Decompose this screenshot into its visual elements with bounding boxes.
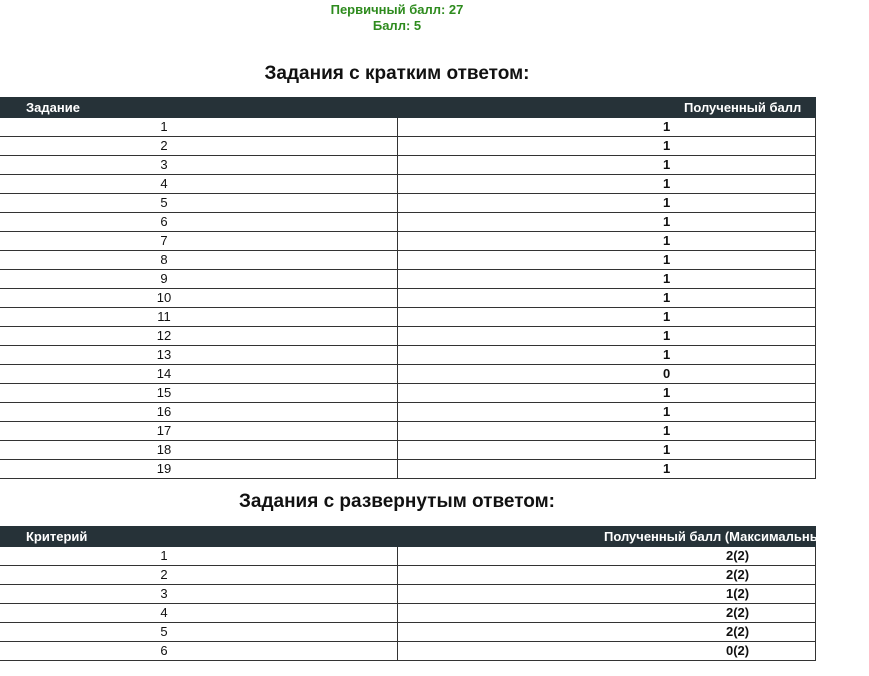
table-row: [0, 194, 816, 213]
table-row: [0, 118, 816, 137]
row-score: 1(2): [398, 585, 816, 604]
row-score: 1: [398, 270, 816, 289]
row-score: 2(2): [398, 623, 816, 642]
row-number: 13: [0, 346, 398, 365]
row-score: 1: [398, 308, 816, 327]
table-row: [0, 585, 816, 604]
row-number: 5: [0, 623, 398, 642]
row-number: 8: [0, 251, 398, 270]
row-number: 18: [0, 441, 398, 460]
row-number: 1: [0, 547, 398, 566]
row-number: 17: [0, 422, 398, 441]
row-number: 3: [0, 585, 398, 604]
row-score: 2(2): [398, 547, 816, 566]
row-number: 11: [0, 308, 398, 327]
column-header-score-max: Полученный балл (Максимальный балл): [398, 527, 816, 547]
table-row: [0, 384, 816, 403]
row-score: 1: [398, 289, 816, 308]
table-row: [0, 251, 816, 270]
row-score: 1: [398, 137, 816, 156]
row-number: 14: [0, 365, 398, 384]
row-score: 0: [398, 365, 816, 384]
row-score: 0(2): [398, 642, 816, 661]
row-number: 5: [0, 194, 398, 213]
row-number: 16: [0, 403, 398, 422]
table-row: [0, 547, 816, 566]
table-header-row: [0, 527, 816, 547]
row-score: 1: [398, 346, 816, 365]
table-row: [0, 175, 816, 194]
row-number: 6: [0, 213, 398, 232]
row-score: 1: [398, 118, 816, 137]
row-number: 6: [0, 642, 398, 661]
table-row: [0, 403, 816, 422]
column-header-criterion: Критерий: [0, 527, 398, 547]
column-header-score: Полученный балл: [398, 98, 816, 118]
row-score: 1: [398, 403, 816, 422]
table-row: [0, 460, 816, 479]
row-score: 1: [398, 194, 816, 213]
table-row: [0, 441, 816, 460]
long-answers-body: [0, 547, 816, 661]
row-score: 1: [398, 251, 816, 270]
row-number: 2: [0, 566, 398, 585]
table-row: [0, 213, 816, 232]
row-score: 1: [398, 460, 816, 479]
row-score: 1: [398, 422, 816, 441]
short-answers-body: [0, 118, 816, 479]
row-number: 7: [0, 232, 398, 251]
table-row: [0, 623, 816, 642]
table-row: [0, 270, 816, 289]
short-answers-table: [0, 97, 816, 479]
row-score: 1: [398, 213, 816, 232]
row-score: 1: [398, 156, 816, 175]
primary-score: Первичный балл: 27: [330, 2, 464, 17]
row-score: 1: [398, 232, 816, 251]
table-row: [0, 346, 816, 365]
row-number: 4: [0, 604, 398, 623]
table-row: [0, 156, 816, 175]
long-answers-table: [0, 526, 869, 661]
row-number: 10: [0, 289, 398, 308]
row-score: 2(2): [398, 604, 816, 623]
row-score: 1: [398, 327, 816, 346]
row-number: 9: [0, 270, 398, 289]
table-row: [0, 232, 816, 251]
table-row: [0, 289, 816, 308]
row-number: 4: [0, 175, 398, 194]
short-answers-title: Задания с кратким ответом:: [264, 63, 530, 84]
row-score: 1: [398, 384, 816, 403]
table-row: [0, 422, 816, 441]
long-answers-title: Задания с развернутым ответом:: [238, 491, 556, 512]
row-score: 1: [398, 175, 816, 194]
column-header-task: Задание: [0, 98, 398, 118]
row-number: 1: [0, 118, 398, 137]
final-score: Балл: 5: [372, 18, 422, 33]
table-row: [0, 604, 816, 623]
table-row: [0, 327, 816, 346]
row-score: 2(2): [398, 566, 816, 585]
table-header-row: [0, 98, 816, 118]
row-number: 3: [0, 156, 398, 175]
row-number: 12: [0, 327, 398, 346]
row-number: 2: [0, 137, 398, 156]
table-row: [0, 365, 816, 384]
row-score: 1: [398, 441, 816, 460]
table-row: [0, 308, 816, 327]
table-row: [0, 137, 816, 156]
row-number: 19: [0, 460, 398, 479]
table-row: [0, 642, 816, 661]
row-number: 15: [0, 384, 398, 403]
table-row: [0, 566, 816, 585]
